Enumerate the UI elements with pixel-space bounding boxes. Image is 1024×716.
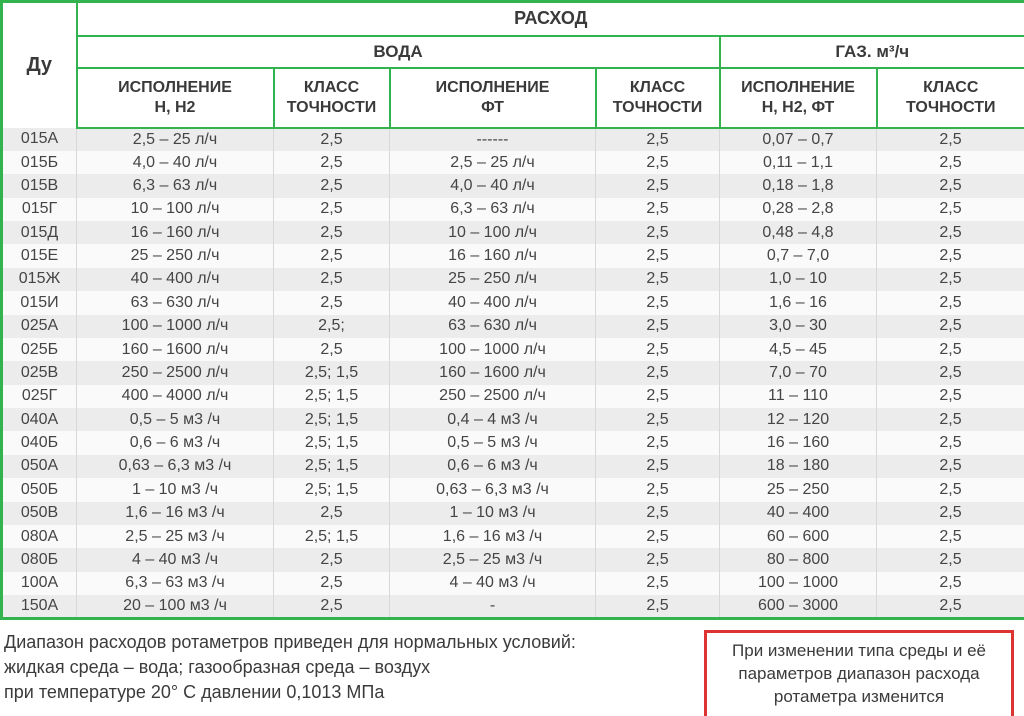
value-cell: 2,5; 1,5	[274, 431, 390, 454]
value-cell: 4,0 – 40 л/ч	[77, 151, 274, 174]
value-cell: 2,5; 1,5	[274, 385, 390, 408]
value-cell: 10 – 100 л/ч	[77, 198, 274, 221]
value-cell: 2,5	[939, 504, 962, 522]
header-col-ispolnenie-gaz	[720, 68, 877, 128]
table-row	[2, 502, 1024, 525]
du-cell: 015И	[2, 291, 77, 314]
header-du: Ду	[2, 2, 77, 128]
value-cell: 2,5; 1,5	[274, 408, 390, 431]
value-cell: 2,5	[596, 455, 720, 478]
value-cell: 0,63 – 6,3 м3 /ч	[77, 455, 274, 478]
table-row	[2, 315, 1024, 338]
du-cell: 025А	[2, 315, 77, 338]
value-cell: 2,5	[939, 223, 962, 241]
value-cell: 0,63 – 6,3 м3 /ч	[390, 478, 596, 501]
value-cell: 0,07 – 0,7	[720, 128, 877, 151]
du-cell: 150А	[2, 595, 77, 619]
medium-change-warning-box: При изменении типа среды и её параметров диапазон расхода ротаметра изменится	[704, 630, 1014, 716]
table-row	[2, 198, 1024, 221]
value-cell: 2,5	[939, 130, 962, 148]
table-row	[2, 128, 1024, 151]
table-row	[2, 174, 1024, 197]
value-cell: 160 – 1600 л/ч	[390, 361, 596, 384]
value-cell: 2,5	[274, 244, 390, 267]
value-cell: 2,5	[274, 268, 390, 291]
value-cell: 2,5	[596, 338, 720, 361]
header-line: ТОЧНОСТИ	[906, 98, 996, 116]
value-cell: 4 – 40 м3 /ч	[390, 572, 596, 595]
du-cell: 025Б	[2, 338, 77, 361]
value-cell: 100 – 1000 л/ч	[390, 338, 596, 361]
table-row	[2, 572, 1024, 595]
value-cell: 2,5	[596, 548, 720, 571]
value-cell: 2,5; 1,5	[274, 455, 390, 478]
value-cell: 4,0 – 40 л/ч	[390, 174, 596, 197]
value-cell: 600 – 3000	[720, 595, 877, 619]
du-cell: 015Г	[2, 198, 77, 221]
value-cell: 25 – 250 л/ч	[77, 244, 274, 267]
value-cell: 2,5 – 25 м3 /ч	[390, 548, 596, 571]
value-cell: 0,6 – 6 м3 /ч	[77, 431, 274, 454]
value-cell: 4 – 40 м3 /ч	[77, 548, 274, 571]
value-cell: 2,5	[274, 338, 390, 361]
value-cell: 80 – 800	[720, 548, 877, 571]
du-cell: 100А	[2, 572, 77, 595]
du-cell: 025В	[2, 361, 77, 384]
value-cell: 2,5 – 25 л/ч	[77, 128, 274, 151]
value-cell: 2,5	[596, 408, 720, 431]
table-header	[2, 2, 1024, 128]
du-cell: 015А	[2, 128, 77, 151]
table-row	[2, 244, 1024, 267]
value-cell: 2,5	[596, 268, 720, 291]
table-row	[2, 478, 1024, 501]
value-cell: 20 – 100 м3 /ч	[77, 595, 274, 619]
value-cell: 2,5	[939, 200, 962, 218]
value-cell: 25 – 250 л/ч	[390, 268, 596, 291]
header-col-ispolnenie-n-n2	[77, 68, 274, 128]
value-cell: 0,5 – 5 м3 /ч	[77, 408, 274, 431]
value-cell: 2,5	[596, 525, 720, 548]
value-cell: 0,28 – 2,8	[720, 198, 877, 221]
value-cell: 2,5	[596, 151, 720, 174]
value-cell: 16 – 160 л/ч	[390, 244, 596, 267]
value-cell: 2,5	[596, 595, 720, 619]
value-cell: 10 – 100 л/ч	[390, 221, 596, 244]
header-col-klass-3	[877, 68, 1024, 128]
value-cell: 2,5	[596, 128, 720, 151]
value-cell: 0,48 – 4,8	[720, 221, 877, 244]
value-cell: 2,5	[939, 363, 962, 381]
value-cell: 2,5	[274, 151, 390, 174]
header-line: ИСПОЛНЕНИЕ	[118, 78, 232, 96]
value-cell: 2,5	[274, 502, 390, 525]
value-cell: 2,5	[939, 387, 962, 405]
value-cell: 25 – 250	[720, 478, 877, 501]
note-line: при температуре 20° С давлении 0,1013 МПа	[4, 682, 385, 703]
value-cell: 63 – 630 л/ч	[390, 315, 596, 338]
value-cell: 1 – 10 м3 /ч	[390, 502, 596, 525]
header-line: ФТ	[481, 98, 504, 116]
value-cell: 2,5	[596, 221, 720, 244]
footer	[0, 620, 1024, 716]
value-cell: 2,5 – 25 л/ч	[390, 151, 596, 174]
value-cell: 2,5	[939, 597, 962, 614]
value-cell: 2,5	[274, 198, 390, 221]
header-col-ispolnenie-ft	[390, 68, 596, 128]
value-cell: 40 – 400 л/ч	[77, 268, 274, 291]
value-cell: 2,5	[596, 198, 720, 221]
value-cell: 40 – 400	[720, 502, 877, 525]
value-cell: 2,5	[939, 480, 962, 498]
value-cell: 2,5	[596, 502, 720, 525]
header-line: КЛАСС	[923, 78, 979, 96]
value-cell: 2,5;	[274, 315, 390, 338]
value-cell: 2,5	[939, 527, 962, 545]
du-cell: 015В	[2, 174, 77, 197]
value-cell: 0,6 – 6 м3 /ч	[390, 455, 596, 478]
du-cell: 050А	[2, 455, 77, 478]
value-cell: 2,5	[939, 434, 962, 452]
value-cell: 2,5	[274, 595, 390, 619]
value-cell: 2,5	[939, 293, 962, 311]
value-cell: 2,5	[274, 174, 390, 197]
value-cell: 2,5	[939, 410, 962, 428]
value-cell: 2,5	[596, 478, 720, 501]
value-cell: 2,5	[596, 431, 720, 454]
value-cell: 2,5	[939, 153, 962, 171]
value-cell: 0,5 – 5 м3 /ч	[390, 431, 596, 454]
table-row	[2, 291, 1024, 314]
value-cell: 0,18 – 1,8	[720, 174, 877, 197]
table-row	[2, 221, 1024, 244]
table-row	[2, 595, 1024, 619]
value-cell: 1,0 – 10	[720, 268, 877, 291]
value-cell: 2,5	[939, 270, 962, 288]
du-cell: 015Д	[2, 221, 77, 244]
value-cell: 7,0 – 70	[720, 361, 877, 384]
value-cell: 3,0 – 30	[720, 315, 877, 338]
value-cell: 2,5; 1,5	[274, 361, 390, 384]
value-cell: 2,5	[596, 385, 720, 408]
value-cell: 6,3 – 63 м3 /ч	[77, 572, 274, 595]
value-cell: 1 – 10 м3 /ч	[77, 478, 274, 501]
header-col-klass-2	[596, 68, 720, 128]
table-row	[2, 455, 1024, 478]
value-cell: 11 – 110	[720, 385, 877, 408]
du-cell: 050В	[2, 502, 77, 525]
value-cell: 2,5	[939, 574, 962, 592]
header-line: КЛАСС	[303, 78, 360, 96]
value-cell: 2,5	[274, 572, 390, 595]
du-cell: 015Ж	[2, 268, 77, 291]
value-cell: 12 – 120	[720, 408, 877, 431]
du-cell: 050Б	[2, 478, 77, 501]
du-cell: 025Г	[2, 385, 77, 408]
value-cell: 100 – 1000	[720, 572, 877, 595]
value-cell: 2,5	[274, 128, 390, 151]
value-cell: 2,5	[939, 247, 962, 265]
header-rashod: РАСХОД	[77, 2, 1024, 36]
note-line: Диапазон расходов ротаметров приведен для нормальных условий:	[4, 632, 576, 652]
du-cell: 080Б	[2, 548, 77, 571]
value-cell: 1,6 – 16	[720, 291, 877, 314]
table-row	[2, 338, 1024, 361]
value-cell: 2,5	[596, 291, 720, 314]
value-cell: ------	[390, 128, 596, 151]
header-voda: ВОДА	[77, 36, 720, 68]
value-cell: 2,5	[596, 572, 720, 595]
table-body	[2, 128, 1024, 619]
header-col-klass-1	[274, 68, 390, 128]
value-cell: 2,5; 1,5	[274, 525, 390, 548]
table-row	[2, 268, 1024, 291]
value-cell: 2,5	[939, 550, 962, 568]
value-cell: 2,5 – 25 м3 /ч	[77, 525, 274, 548]
value-cell: 2,5	[274, 548, 390, 571]
value-cell: 2,5; 1,5	[274, 478, 390, 501]
value-cell: 2,5	[939, 176, 962, 194]
value-cell: 2,5	[274, 221, 390, 244]
value-cell: 18 – 180	[720, 455, 877, 478]
table-row	[2, 385, 1024, 408]
du-cell: 015Б	[2, 151, 77, 174]
normal-conditions-note	[4, 628, 576, 706]
value-cell: 2,5	[596, 361, 720, 384]
table-row	[2, 431, 1024, 454]
du-cell: 015Е	[2, 244, 77, 267]
du-cell: 040Б	[2, 431, 77, 454]
value-cell: 63 – 630 л/ч	[77, 291, 274, 314]
table-row	[2, 525, 1024, 548]
value-cell: 2,5	[939, 317, 962, 335]
table-row	[2, 361, 1024, 384]
value-cell: 6,3 – 63 л/ч	[77, 174, 274, 197]
value-cell: 2,5	[596, 174, 720, 197]
value-cell: 40 – 400 л/ч	[390, 291, 596, 314]
header-gaz: ГАЗ. м³/ч	[720, 36, 1024, 68]
value-cell: 60 – 600	[720, 525, 877, 548]
table-row	[2, 408, 1024, 431]
header-line: ИСПОЛНЕНИЕ	[435, 78, 550, 96]
value-cell: 250 – 2500 л/ч	[390, 385, 596, 408]
header-line: КЛАСС	[629, 78, 686, 96]
value-cell: 250 – 2500 л/ч	[77, 361, 274, 384]
note-line: жидкая среда – вода; газообразная среда – воздух	[4, 657, 431, 678]
value-cell: 4,5 – 45	[720, 338, 877, 361]
value-cell: 160 – 1600 л/ч	[77, 338, 274, 361]
value-cell: 400 – 4000 л/ч	[77, 385, 274, 408]
value-cell: 2,5	[596, 244, 720, 267]
value-cell: 16 – 160 л/ч	[77, 221, 274, 244]
du-cell: 040А	[2, 408, 77, 431]
value-cell: 2,5	[274, 291, 390, 314]
header-line: ТОЧНОСТИ	[612, 98, 703, 116]
value-cell: 0,4 – 4 м3 /ч	[390, 408, 596, 431]
value-cell: 2,5	[596, 315, 720, 338]
value-cell: 16 – 160	[720, 431, 877, 454]
header-line: Н, Н2	[154, 98, 196, 116]
header-line: ИСПОЛНЕНИЕ	[741, 78, 855, 96]
header-line: Н, Н2, ФТ	[761, 98, 835, 116]
value-cell: 0,7 – 7,0	[720, 244, 877, 267]
value-cell: 2,5	[939, 340, 962, 358]
table-row	[2, 151, 1024, 174]
table-row	[2, 548, 1024, 571]
value-cell: 100 – 1000 л/ч	[77, 315, 274, 338]
value-cell: 2,5	[939, 457, 962, 475]
value-cell: 0,11 – 1,1	[720, 151, 877, 174]
value-cell: 1,6 – 16 м3 /ч	[390, 525, 596, 548]
header-line: ТОЧНОСТИ	[286, 98, 377, 116]
value-cell: 1,6 – 16 м3 /ч	[77, 502, 274, 525]
value-cell: 6,3 – 63 л/ч	[390, 198, 596, 221]
value-cell: -	[390, 595, 596, 619]
du-cell: 080А	[2, 525, 77, 548]
